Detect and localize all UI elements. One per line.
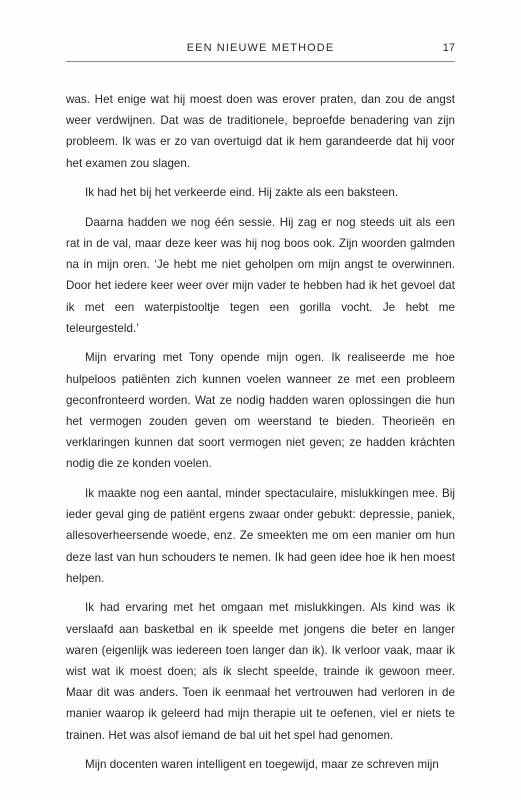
header-rule (66, 61, 455, 62)
paragraph: Ik had ervaring met het omgaan met mislukkingen. Als kind was ik verslaafd aan basketbal en ik speelde met jongens die beter en langer waren (eigenlijk was iedereen toen langer dan ik). Ik verloor vaak, maar ik wist wat ik moest doen; als ik slecht speelde, trainde ik gewoon meer. Maar dit was anders. Toen ik eenmaal het vertrouwen had verloren in de manier waarop ik geleerd had mijn therapie uit te oefenen, viel er niets te trainen. Het was alsof iemand de bal uit het spel had genomen. (66, 601, 455, 742)
paragraph: Ik maakte nog een aantal, minder spectaculaire, mislukkingen mee. Bij ieder geval ging de patiënt ergens zwaar onder gebukt: depressie, paniek, allesoverheersende woede, enz. Ze smeekten me om een manier om hun deze last van hun schouders te nemen. Ik had geen idee hoe ik hen moest helpen. (66, 487, 455, 585)
running-head (66, 42, 455, 58)
chapter-title: EEN NIEUWE METHODE (186, 42, 335, 54)
paragraph: Daarna hadden we nog één sessie. Hij zag er nog steeds uit als een rat in de val, maar deze keer was hij nog boos ook. Zijn woorden galmden na in mijn oren. ‘Je hebt me niet geholpen om mijn angst te overwinnen. Door het iedere keer weer over mijn vader te hebben had ik het gevoel dat ik met een waterpistooltje tegen een gorilla vocht. Je hebt me teleurgesteld.’ (66, 215, 455, 335)
paragraph: Mijn docenten waren intelligent en toegewijd, maar ze schreven mijn (85, 758, 439, 772)
body-text (66, 89, 455, 784)
paragraph: Ik had het bij het verkeerde eind. Hij zakte als een baksteen. (85, 186, 399, 200)
paragraph: Mijn ervaring met Tony opende mijn ogen. Ik realiseerde me hoe hulpeloos patiënten zich kunnen voelen wanneer ze met een probleem geconfronteerd worden. Wat ze nodig hadden waren oplossingen die hun het vermogen zouden geven om weerstand te bieden. Theorieën en verklaringen kunnen dat soort vermogen niet geven; ze hadden kráchten nodig die ze konden voelen. (66, 351, 455, 471)
page-number: 17 (442, 42, 455, 54)
paragraph: was. Het enige wat hij moest doen was erover praten, dan zou de angst weer verdwijnen. Dat was de traditionele, beproefde benadering van zijn probleem. Ik was er zo van overtuigd dat ik hem garandeerde dat hij voor het examen zou slagen. (66, 93, 455, 170)
